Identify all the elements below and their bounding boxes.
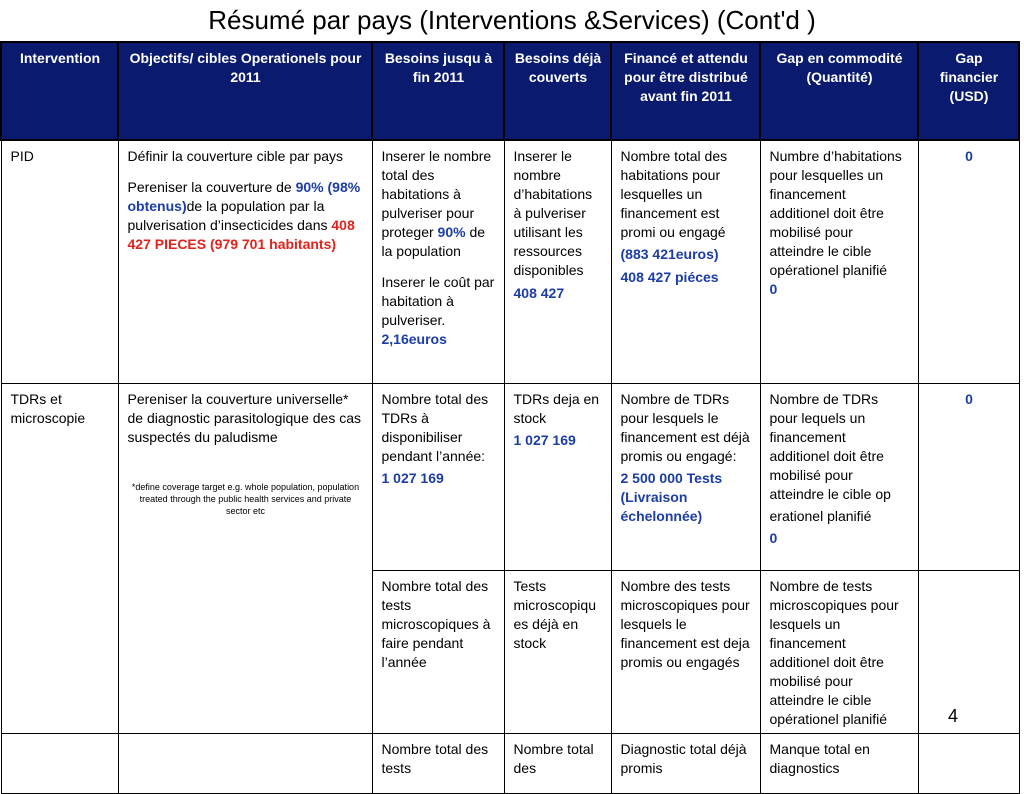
col-header-finance: Financé et attendu pour être distribué avant fin 2011 <box>611 42 760 140</box>
cell-besoins-micro: Nombre total des tests microscopiques à faire pendant l’année <box>372 570 504 733</box>
cell-finance-pid <box>611 140 760 383</box>
couverts-tdr-value: 1 027 169 <box>513 431 576 448</box>
cell-couverts-total: Nombre total des <box>504 733 611 793</box>
finance-pid-amount: (883 421euros) <box>620 246 719 262</box>
cell-gap-commodite-tdr <box>760 383 918 570</box>
gap-financier-pid-value: 0 <box>965 148 973 164</box>
col-header-besoins: Besoins jusqu à fin 2011 <box>372 42 504 140</box>
header-row <box>1 42 1019 140</box>
couverts-tdr-text: TDRs deja en stock <box>513 390 600 426</box>
finance-tdr-text: Nombre de TDRs pour lesquels le financement est déjà promis ou engagé: <box>620 390 750 464</box>
besoins-pid-text-a: Inserer le nombre total des habitations à pulveriser pour proteger <box>381 148 492 240</box>
cell-gap-financier-total <box>918 733 1019 793</box>
cell-finance-total: Diagnostic total déjà promis <box>611 733 760 793</box>
besoins-pid-cost: 2,16euros <box>381 331 447 347</box>
gap-commodite-tdr-text2: erationel planifié <box>769 507 872 524</box>
cell-gap-commodite-total: Manque total en diagnostics <box>760 733 918 793</box>
cell-couverts-tdr <box>504 383 611 570</box>
cell-intervention-tdr: TDRs et microscopie <box>1 383 118 733</box>
objectifs-pid-coverage: 90% (98% obtenus) <box>127 179 361 214</box>
gap-commodite-pid-text: Numbre d’habitations pour lesquelles un financement additionel doit être mobilisé pour atteindre le cible opérationel planifié <box>769 148 902 278</box>
couverts-pid-value: 408 427 <box>513 285 565 301</box>
besoins-pid-percent: 90% <box>437 224 466 240</box>
cell-gap-commodite-micro: Nombre de tests microscopiques pour lesquels un financement additionel doit être mobilisé pour atteindre le cible opérationel planifié <box>760 570 918 733</box>
cell-gap-commodite-pid <box>760 140 918 383</box>
besoins-pid-line2: Inserer le coût par habitation à pulveriser. <box>381 274 495 328</box>
objectifs-pid-text-a: Pereniser la couverture de <box>127 179 296 195</box>
cell-objectifs-pid <box>118 140 372 383</box>
cell-finance-micro: Nombre des tests microscopiques pour lesquels le financement est deja promis ou engagés <box>611 570 760 733</box>
objectifs-pid-line1: Définir la couverture cible par pays <box>127 148 344 164</box>
gap-commodite-tdr-value: 0 <box>769 529 778 546</box>
objectifs-pid-text-c: de la population par la pulverisation d’insecticides dans <box>127 198 332 233</box>
finance-tdr-value: 2 500 000 Tests (Livraison échelonnée) <box>620 469 723 524</box>
objectifs-pid-pieces: 408 427 PIECES (979 701 habitants) <box>127 217 355 252</box>
cell-intervention-total <box>1 733 118 793</box>
summary-table <box>0 41 1020 794</box>
col-header-gap-financier: Gap financier (USD) <box>918 42 1019 140</box>
couverts-pid-text: Inserer le nombre d’habitations à pulveriser utilisant les ressources disponibles <box>513 148 593 278</box>
cell-objectifs-total <box>118 733 372 793</box>
cell-couverts-pid <box>504 140 611 383</box>
table-row-tdr <box>1 383 1019 570</box>
cell-besoins-total: Nombre total des tests <box>372 733 504 793</box>
cell-gap-financier-micro <box>918 570 1019 733</box>
besoins-pid-text-c: de la population <box>381 224 486 259</box>
besoins-tdr-value: 1 027 169 <box>381 469 444 486</box>
col-header-couverts: Besoins déjà couverts <box>504 42 611 140</box>
objectifs-tdr-text: Pereniser la couverture universelle* de diagnostic parasitologique des cas suspectés du paludisme <box>127 390 361 445</box>
col-header-intervention: Intervention <box>1 42 118 140</box>
gap-commodite-tdr-text: Nombre de TDRs pour lequels un financement additionel doit être mobilisé pour atteindre le cible op <box>769 390 891 502</box>
objectifs-tdr-note: *define coverage target e.g. whole population, population treated through the public health services and private sector etc <box>131 481 360 516</box>
besoins-pid-line1 <box>382 147 496 261</box>
cell-couverts-micro: Tests microscopiques déjà en stock <box>504 570 611 733</box>
objectifs-pid-line2 <box>128 178 364 254</box>
cell-intervention-pid: PID <box>1 140 118 383</box>
besoins-tdr-text: Nombre total des TDRs à disponibiliser pendant l’année: <box>381 390 489 464</box>
cell-besoins-tdr <box>372 383 504 570</box>
cell-finance-tdr <box>611 383 760 570</box>
cell-gap-financier-pid <box>918 140 1019 383</box>
page-number: 4 <box>948 706 959 726</box>
page-title: Résumé par pays (Interventions &Services) (Cont'd ) <box>208 5 816 35</box>
finance-pid-pieces: 408 427 piéces <box>620 269 719 285</box>
table-row-pid <box>1 140 1019 383</box>
gap-financier-tdr-value: 0 <box>965 390 973 407</box>
col-header-objectifs: Objectifs/ cibles Operationels pour 2011 <box>118 42 372 140</box>
table-row-total <box>1 733 1019 793</box>
cell-gap-financier-tdr <box>918 383 1019 570</box>
gap-commodite-pid-value: 0 <box>769 281 778 297</box>
col-header-gap-commodite: Gap en commodité (Quantité) <box>760 42 918 140</box>
finance-pid-text: Nombre total des habitations pour lesquelles un financement est promi ou engagé <box>620 148 728 240</box>
cell-objectifs-tdr <box>118 383 372 733</box>
cell-besoins-pid <box>372 140 504 383</box>
